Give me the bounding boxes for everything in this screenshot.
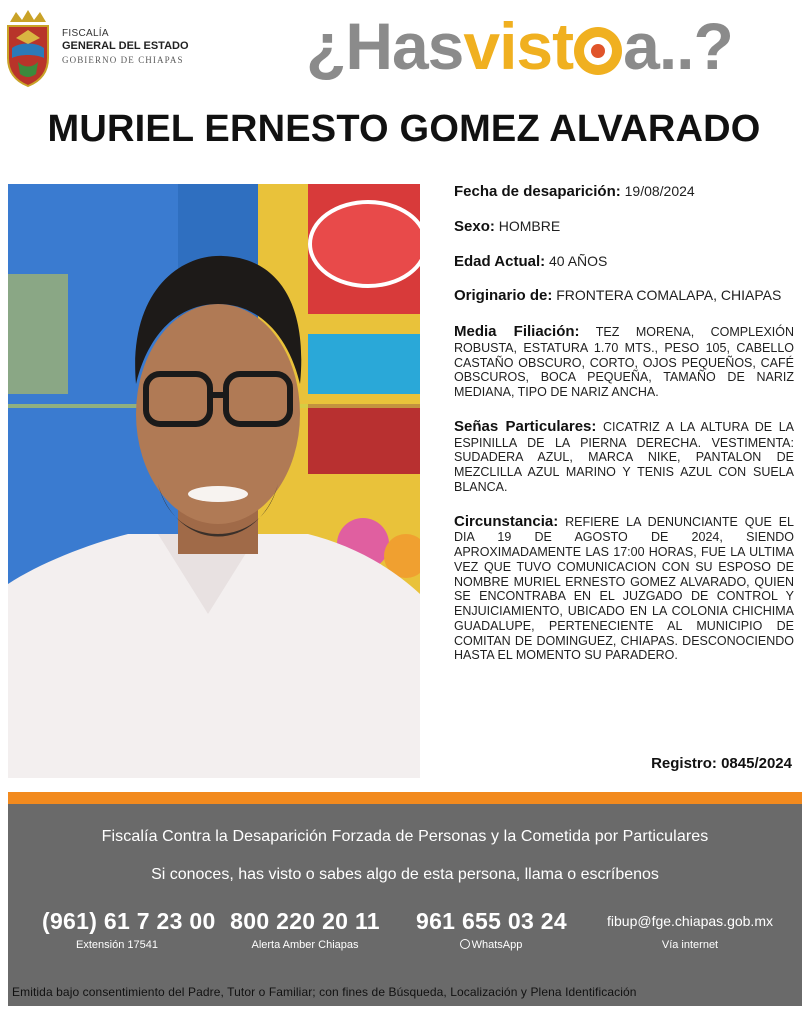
- contact-phone-amber: [230, 908, 380, 951]
- whatsapp-icon: [460, 939, 470, 949]
- consent-note: Emitida bajo consentimiento del Padre, Tutor o Familiar; con fines de Búsqueda, Localización y Plena Identificación: [12, 985, 637, 999]
- field-senas-particulares: [454, 418, 794, 495]
- field-value: 40 AÑOS: [549, 252, 608, 269]
- contact-value[interactable]: 800 220 20 11: [230, 908, 380, 934]
- brand-part-3: a..?: [623, 9, 733, 83]
- field-label: Circunstancia:: [454, 512, 559, 530]
- person-photo: [8, 184, 420, 778]
- field-label: Edad Actual:: [454, 252, 546, 270]
- campaign-logo: [306, 6, 733, 86]
- field-label: Fecha de desaparición:: [454, 183, 621, 200]
- field-label: Señas Particulares:: [454, 417, 597, 435]
- agency-name: [62, 28, 189, 66]
- contact-caption: [416, 939, 566, 951]
- field-value: REFIERE LA DENUNCIANTE QUE EL DIA 19 DE AGOSTO DE 2024, SIENDO APROXIMADAMENTE LAS 17:00 HORAS, FUE LA ULTIMA VEZ QUE TUVO COMUNICACION CON SU ESPOSO DE NOMBRE MURIEL ERNESTO GOMEZ ALVARADO, QUIEN SE ENCONTRABA EN EL JUZGADO DE CONTROL Y ENJUICIAMIENTO, UBICADO EN LA COLONIA CHICHIMA GUADALUPE, PERTENECIENTE AL MUNICIPIO DE COMITAN DE DOMINGUEZ, CHIAPAS. DESCONOCIENDO HASTA EL MOMENTO SU PARADERO.: [454, 514, 794, 663]
- field-value: FRONTERA COMALAPA, CHIAPAS: [556, 287, 782, 304]
- field-media-filiacion: [454, 323, 794, 400]
- orange-divider: [8, 792, 802, 804]
- agency-line-3: GOBIERNO DE CHIAPAS: [62, 55, 184, 66]
- contact-value[interactable]: 961 655 03 24: [416, 908, 567, 934]
- field-value: TEZ MORENA, COMPLEXIÓN ROBUSTA, ESTATURA 1.70 MTS., PESO 105, CABELLO CASTAÑO OBSCURO, CORTO, OJOS PEQUEÑOS, CAFÉ OBSCUROS, BOCA PEQUEÑA, TAMAÑO DE NARIZ MEDIANA, TIPO DE NARIZ ANCHA.: [454, 325, 794, 400]
- chiapas-crest-icon: [2, 8, 54, 88]
- agency-line-1: FISCALÍA: [62, 28, 109, 39]
- field-value: 19/08/2024: [624, 183, 695, 199]
- field-edad: [454, 254, 794, 271]
- field-sexo: [454, 219, 794, 236]
- contact-footer: [8, 804, 802, 1006]
- brand-part-1: ¿Has: [306, 9, 464, 83]
- contact-caption: Vía internet: [661, 939, 719, 951]
- field-value: CICATRIZ A LA ALTURA DE LA ESPINILLA DE LA PIERNA DERECHA. VESTIMENTA: SUDADERA AZUL, MARCA NIKE, PANTALON DE MEZCLILLA AZUL MARINO Y TENIS AZUL CON SUELA BLANCA.: [454, 419, 795, 494]
- contact-caption: Extensión 17541: [76, 939, 158, 951]
- eye-logo-icon: [574, 27, 622, 75]
- footer-call-to-action: Si conoces, has visto o sabes algo de esta persona, llama o escríbenos: [151, 866, 659, 883]
- field-label: Media Filiación:: [454, 323, 580, 341]
- field-value: HOMBRE: [498, 217, 561, 234]
- whatsapp-label: WhatsApp: [471, 939, 523, 951]
- contact-phone-main: [42, 908, 216, 951]
- field-circunstancia: [454, 513, 794, 663]
- contact-whatsapp: [416, 908, 566, 951]
- agency-line-2: GENERAL DEL ESTADO: [62, 40, 189, 52]
- field-label: Originario de:: [454, 287, 553, 305]
- contact-value[interactable]: fibup@fge.chiapas.gob.mx: [607, 913, 773, 929]
- person-name: MURIEL ERNESTO GOMEZ ALVARADO: [47, 108, 761, 150]
- footer-agency: Fiscalía Contra la Desaparición Forzada de Personas y la Cometida por Particulares: [101, 828, 709, 845]
- registro-number: Registro: 0845/2024: [651, 755, 792, 772]
- contact-caption: Alerta Amber Chiapas: [251, 939, 359, 951]
- field-originario: [454, 288, 794, 305]
- contact-value[interactable]: (961) 61 7 23 00: [42, 908, 216, 934]
- header: [0, 0, 808, 100]
- field-label: Sexo:: [454, 217, 495, 235]
- brand-part-2: vist: [463, 9, 574, 83]
- contact-email: [604, 908, 776, 951]
- details-panel: [454, 184, 794, 681]
- field-fecha-desaparicion: [454, 184, 794, 201]
